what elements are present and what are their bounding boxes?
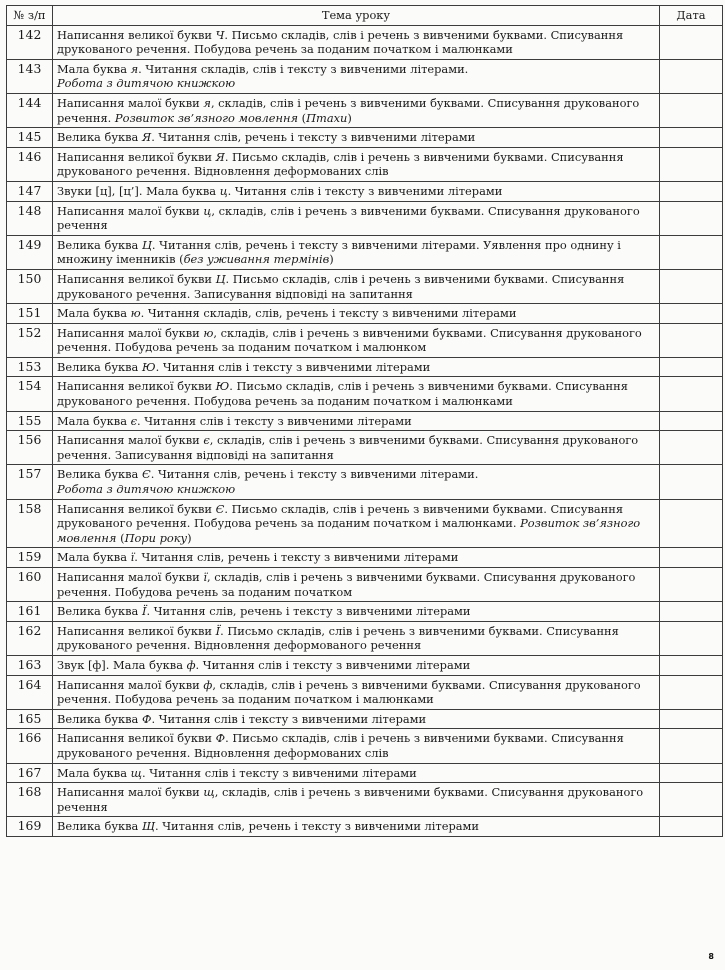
lesson-number: 166	[7, 729, 53, 763]
topic-text: . Письмо складів, слів і речень з вивченими буквами. Списування друкованого речення. Відновлення деформованих слів	[57, 149, 624, 179]
topic-italic-text: щ	[203, 785, 215, 800]
lesson-number: 159	[7, 548, 53, 568]
table-row	[7, 602, 723, 622]
lesson-topic	[53, 411, 660, 431]
lesson-topic	[53, 655, 660, 675]
lesson-number: 162	[7, 621, 53, 655]
lesson-topic	[53, 621, 660, 655]
table-row	[7, 323, 723, 357]
table-row	[7, 621, 723, 655]
lesson-number: 157	[7, 465, 53, 499]
lesson-topic	[53, 729, 660, 763]
topic-italic-text: Ф	[141, 711, 152, 726]
lesson-number: 154	[7, 377, 53, 411]
lesson-number: 147	[7, 181, 53, 201]
topic-text: . Письмо складів, слів і речень з вивченими буквами. Списування друкованого речення. Побудова речень за поданим початком і малюнками.	[57, 501, 624, 531]
lesson-topic	[53, 304, 660, 324]
lesson-topic	[53, 357, 660, 377]
topic-text: . Письмо складів, слів і речень з вивченими буквами. Списування друкованого речення. Відновлення деформованого речення	[57, 623, 619, 653]
topic-italic-text: Я	[215, 149, 225, 164]
lesson-date	[660, 783, 723, 817]
lesson-number: 142	[7, 25, 53, 59]
topic-text: Написання великої букви	[57, 379, 216, 394]
lesson-number: 149	[7, 235, 53, 269]
lesson-topic	[53, 499, 660, 548]
topic-italic-text: Пори року	[124, 530, 188, 545]
topic-text: , складів, слів і речень з вивченими буквами. Списування друкованого речення. Побудова речень за поданим початком і малюнками	[57, 677, 641, 707]
lesson-date	[660, 25, 723, 59]
topic-text: Велика буква	[57, 711, 142, 726]
lesson-date	[660, 817, 723, 837]
lesson-topic	[53, 181, 660, 201]
topic-italic-text: я	[130, 61, 139, 76]
topic-text: Звук [ф]. Мала буква	[57, 657, 187, 672]
topic-text: Написання малої букви	[57, 95, 204, 110]
header-date: Дата	[660, 6, 723, 26]
topic-text: Звуки [ц], [ц’]. Мала буква	[57, 183, 220, 198]
topic-text: Велика буква	[57, 467, 142, 482]
topic-text: Написання малої букви	[57, 433, 204, 448]
lesson-number: 151	[7, 304, 53, 324]
topic-text: . Читання слів і тексту з вивченими літерами	[195, 657, 471, 672]
lesson-date	[660, 763, 723, 783]
lesson-number: 150	[7, 269, 53, 303]
topic-text: (	[116, 530, 125, 545]
lesson-date	[660, 729, 723, 763]
lesson-number: 169	[7, 817, 53, 837]
topic-text: Велика буква	[57, 604, 142, 619]
topic-italic-text: Ч	[215, 27, 225, 42]
topic-text: . Читання слів і тексту з вивченими літерами	[227, 183, 503, 198]
topic-text: . Читання складів, слів, речень і тексту з вивченими літерами	[140, 306, 517, 321]
topic-italic-text: Робота з дитячою книжкою	[57, 482, 236, 497]
table-row	[7, 568, 723, 602]
lesson-topic	[53, 269, 660, 303]
topic-text: Написання малої букви	[57, 570, 204, 584]
topic-italic-text: ц	[219, 183, 228, 198]
table-row	[7, 548, 723, 568]
topic-text: , складів, слів і речень з вивченими буквами. Списування друкованого речення.	[57, 95, 640, 125]
topic-text: Написання малої букви	[57, 677, 204, 692]
lesson-date	[660, 377, 723, 411]
lesson-date	[660, 269, 723, 303]
lesson-number: 160	[7, 568, 53, 602]
table-row	[7, 465, 723, 499]
table-row	[7, 128, 723, 148]
topic-text: Мала буква	[57, 550, 131, 565]
topic-text: . Письмо складів, слів і речень з вивченими буквами. Списування друкованого речення. Відновлення деформованих слів	[57, 731, 624, 760]
topic-text: Написання великої букви	[57, 731, 216, 746]
topic-italic-text: Розвиток зв’язного мовлення	[114, 110, 298, 125]
table-row	[7, 499, 723, 548]
topic-italic-text: щ	[130, 765, 143, 780]
topic-text: Мала буква	[57, 765, 131, 780]
topic-italic-text: Ц	[215, 271, 226, 286]
topic-italic-text: Ф	[215, 731, 226, 746]
topic-italic-text: Є	[141, 467, 151, 482]
lesson-topic	[53, 675, 660, 709]
topic-text: )	[347, 110, 352, 125]
lesson-date	[660, 709, 723, 729]
lesson-topic	[53, 128, 660, 148]
topic-text: . Читання слів і тексту з вивченими літерами	[142, 765, 417, 780]
lesson-number: 146	[7, 147, 53, 181]
table-row	[7, 304, 723, 324]
lesson-date	[660, 411, 723, 431]
lesson-date	[660, 304, 723, 324]
lesson-topic	[53, 235, 660, 269]
table-row	[7, 181, 723, 201]
topic-text: . Письмо складів, слів і речень з вивченими буквами. Списування друкованого речення. Записування відповіді на запитання	[57, 271, 625, 301]
lesson-date	[660, 357, 723, 377]
topic-italic-text: Ї	[141, 604, 147, 619]
table-row	[7, 817, 723, 837]
table-row	[7, 147, 723, 181]
topic-text: Написання великої букви	[57, 27, 216, 42]
topic-italic-text: є	[203, 433, 210, 448]
lesson-date	[660, 548, 723, 568]
table-row	[7, 201, 723, 235]
table-row	[7, 59, 723, 93]
lesson-number: 158	[7, 499, 53, 548]
topic-text: (	[298, 110, 307, 125]
page-number: 8	[708, 952, 714, 961]
lesson-number: 161	[7, 602, 53, 622]
table-row	[7, 431, 723, 465]
topic-text: Написання малої букви	[57, 203, 204, 218]
lesson-date	[660, 323, 723, 357]
topic-italic-text: я	[203, 95, 211, 110]
lesson-date	[660, 235, 723, 269]
topic-text: , складів, слів і речень з вивченими буквами. Списування друкованого речення	[57, 785, 644, 814]
table-row	[7, 411, 723, 431]
lesson-topic	[53, 568, 660, 602]
table-row	[7, 235, 723, 269]
lesson-topic	[53, 59, 660, 93]
topic-text: )	[329, 252, 334, 267]
topic-italic-text: Робота з дитячою книжкою	[57, 76, 236, 91]
topic-italic-text: ю	[203, 325, 214, 340]
lesson-date	[660, 147, 723, 181]
topic-italic-text: ї	[203, 570, 208, 584]
lesson-number: 144	[7, 93, 53, 127]
topic-italic-text: Розвиток зв’язного мовлення	[57, 516, 641, 545]
lesson-date	[660, 499, 723, 548]
topic-text: )	[187, 530, 192, 545]
table-row	[7, 25, 723, 59]
topic-text: Написання великої букви	[57, 623, 216, 638]
lesson-topic	[53, 465, 660, 499]
topic-text: , складів, слів і речень з вивченими буквами. Списування друкованого речення. Побудова речень за поданим початком	[57, 570, 636, 599]
topic-text: Написання малої букви	[57, 325, 204, 340]
topic-italic-text: Ї	[215, 623, 221, 638]
topic-text: . Читання слів, речень і тексту з вивченими літерами	[151, 130, 476, 145]
topic-text: . Читання слів і тексту з вивченими літерами	[137, 413, 412, 428]
lesson-topic	[53, 25, 660, 59]
table-row	[7, 709, 723, 729]
topic-text: Написання малої букви	[57, 785, 204, 800]
table-row	[7, 675, 723, 709]
lesson-topic	[53, 323, 660, 357]
lesson-topic	[53, 817, 660, 837]
lesson-topic	[53, 431, 660, 465]
topic-text: . Читання слів і тексту з вивченими літерами	[155, 359, 431, 374]
lesson-topic	[53, 548, 660, 568]
topic-italic-text: ц	[203, 203, 212, 218]
lesson-plan-table	[6, 5, 723, 837]
topic-text: , складів, слів і речень з вивченими буквами. Списування друкованого речення. Записування відповіді на запитання	[57, 433, 639, 462]
topic-text: . Читання слів і тексту з вивченими літерами	[151, 711, 427, 726]
topic-italic-text: ф	[186, 657, 196, 672]
topic-italic-text: Є	[215, 501, 225, 516]
topic-italic-text: є	[130, 413, 137, 428]
lesson-date	[660, 201, 723, 235]
table-row	[7, 763, 723, 783]
table-row	[7, 729, 723, 763]
topic-italic-text: Птахи	[306, 110, 348, 125]
lesson-number: 164	[7, 675, 53, 709]
topic-text: Велика буква	[57, 359, 142, 374]
header-number: № з/п	[7, 6, 53, 26]
lesson-number: 167	[7, 763, 53, 783]
lesson-date	[660, 621, 723, 655]
topic-italic-text: Ю	[141, 359, 156, 374]
lesson-date	[660, 655, 723, 675]
topic-text: . Читання слів, речень і тексту з вивченими літерами	[146, 604, 471, 619]
lesson-number: 148	[7, 201, 53, 235]
topic-italic-text: без уживання термінів	[183, 252, 330, 267]
lesson-number: 143	[7, 59, 53, 93]
lesson-date	[660, 602, 723, 622]
topic-italic-text: ф	[203, 677, 213, 692]
topic-text: , складів, слів і речень з вивченими буквами. Списування друкованого речення	[57, 203, 640, 233]
topic-text: Мала буква	[57, 61, 131, 76]
table-row	[7, 655, 723, 675]
topic-text: Написання великої букви	[57, 271, 216, 286]
topic-text: Велика буква	[57, 130, 142, 145]
topic-italic-text: Ц	[141, 237, 152, 252]
lesson-topic	[53, 602, 660, 622]
topic-text: Написання великої букви	[57, 149, 216, 164]
header-topic: Тема уроку	[53, 6, 660, 26]
topic-text: Мала буква	[57, 413, 131, 428]
lesson-topic	[53, 93, 660, 127]
topic-text: . Читання слів, речень і тексту з вивченими літерами	[154, 819, 480, 834]
table-row	[7, 783, 723, 817]
topic-text: Велика буква	[57, 819, 142, 834]
lesson-number: 152	[7, 323, 53, 357]
lesson-number: 163	[7, 655, 53, 675]
topic-text: . Письмо складів, слів і речень з вивченими буквами. Списування друкованого речення. Побудова речень за поданим початком і малюнками	[57, 27, 624, 57]
topic-text: . Читання слів, речень і тексту з вивченими літерами	[134, 550, 459, 565]
table-row	[7, 269, 723, 303]
lesson-date	[660, 431, 723, 465]
topic-italic-text: Ю	[215, 379, 230, 394]
topic-text: . Читання слів, речень і тексту з вивченими літерами.	[150, 467, 479, 482]
topic-text: . Читання складів, слів і тексту з вивченими літерами.	[138, 61, 469, 76]
topic-text: Велика буква	[57, 237, 142, 252]
lesson-number: 156	[7, 431, 53, 465]
topic-italic-text: ї	[130, 550, 135, 565]
lesson-number: 153	[7, 357, 53, 377]
lesson-topic	[53, 377, 660, 411]
lesson-date	[660, 181, 723, 201]
topic-text: . Читання слів, речень і тексту з вивченими літерами. Уявлення про однину і множину іменників (	[57, 237, 621, 267]
table-row	[7, 93, 723, 127]
lesson-date	[660, 93, 723, 127]
topic-text: Мала буква	[57, 306, 131, 321]
lesson-date	[660, 568, 723, 602]
lesson-topic	[53, 763, 660, 783]
lesson-number: 145	[7, 128, 53, 148]
lesson-number: 165	[7, 709, 53, 729]
topic-italic-text: Я	[141, 130, 152, 145]
lesson-topic	[53, 147, 660, 181]
lesson-date	[660, 465, 723, 499]
lesson-date	[660, 59, 723, 93]
lesson-number: 155	[7, 411, 53, 431]
topic-text: Написання великої букви	[57, 501, 216, 516]
lesson-number: 168	[7, 783, 53, 817]
topic-italic-text: Щ	[141, 819, 155, 834]
lesson-date	[660, 675, 723, 709]
table-row	[7, 357, 723, 377]
lesson-topic	[53, 709, 660, 729]
lesson-date	[660, 128, 723, 148]
table-header-row	[7, 6, 723, 26]
lesson-topic	[53, 201, 660, 235]
table-row	[7, 377, 723, 411]
table-body	[7, 25, 723, 836]
topic-italic-text: ю	[130, 306, 141, 321]
topic-text: , складів, слів і речень з вивченими буквами. Списування друкованого речення. Побудова речень за поданим початком і малюнком	[57, 325, 642, 355]
lesson-topic	[53, 783, 660, 817]
topic-text: . Письмо складів, слів і речень з вивченими буквами. Списування друкованого речення. Побудова речень за поданим початком і малюнками	[57, 379, 628, 409]
